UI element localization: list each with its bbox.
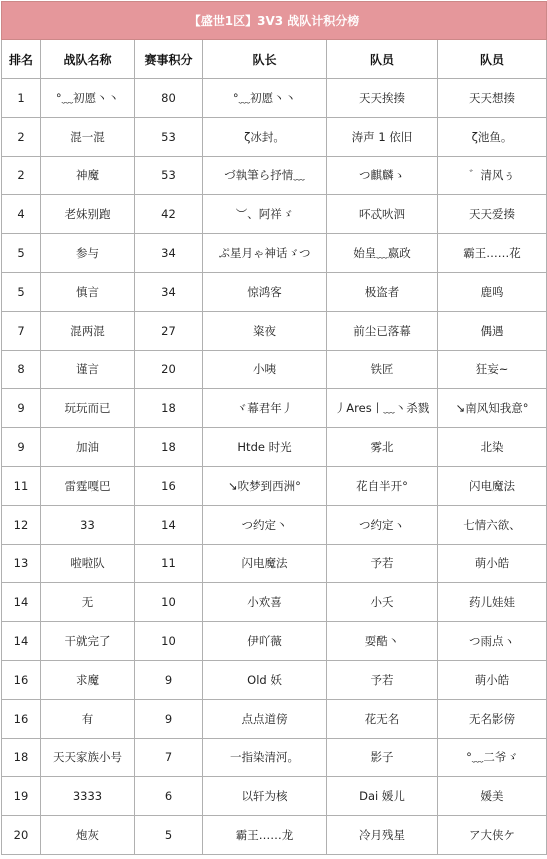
table-row	[2, 777, 547, 816]
table-row	[2, 738, 547, 777]
header-points: 赛事积分	[135, 40, 203, 79]
table-row	[2, 389, 547, 428]
team-name-cell: 混一混	[41, 117, 135, 156]
table-row	[2, 428, 547, 467]
points-cell: 10	[135, 622, 203, 661]
points-cell: 80	[135, 79, 203, 118]
table-title: 【盛世1区】3V3 战队计积分榜	[2, 2, 547, 40]
points-cell: 18	[135, 389, 203, 428]
points-cell: 27	[135, 311, 203, 350]
member-cell: 药儿娃娃	[438, 583, 547, 622]
team-name-cell: 加油	[41, 428, 135, 467]
table-row	[2, 660, 547, 699]
captain-cell: 以轩为核	[203, 777, 327, 816]
table-row	[2, 505, 547, 544]
member-cell: Dai 媛儿	[327, 777, 438, 816]
member-cell: 小夭	[327, 583, 438, 622]
captain-cell: ↘吹梦到西洲°	[203, 466, 327, 505]
member-cell: 予若	[327, 660, 438, 699]
captain-cell: 惊鸿客	[203, 272, 327, 311]
rank-cell: 20	[2, 816, 41, 855]
member-cell: 天天想揍	[438, 79, 547, 118]
header-rank: 排名	[2, 40, 41, 79]
header-row	[2, 40, 547, 79]
points-cell: 53	[135, 117, 203, 156]
table-row	[2, 156, 547, 195]
rank-cell: 16	[2, 660, 41, 699]
member-cell: 狂妄~	[438, 350, 547, 389]
member-cell: 极盗者	[327, 272, 438, 311]
captain-cell: 闪电魔法	[203, 544, 327, 583]
rank-cell: 7	[2, 311, 41, 350]
member-cell: ζ池鱼。	[438, 117, 547, 156]
table-row	[2, 816, 547, 855]
points-cell: 11	[135, 544, 203, 583]
table-row	[2, 350, 547, 389]
rank-cell: 4	[2, 195, 41, 234]
table-row	[2, 234, 547, 273]
member-cell: 天天爱揍	[438, 195, 547, 234]
team-name-cell: 天天家族小号	[41, 738, 135, 777]
member-cell: 花无名	[327, 699, 438, 738]
rank-cell: 16	[2, 699, 41, 738]
team-name-cell: 3333	[41, 777, 135, 816]
member-cell: 丿Ares丨﹏丶杀戮	[327, 389, 438, 428]
member-cell: ↘南风知我意°	[438, 389, 547, 428]
points-cell: 34	[135, 272, 203, 311]
team-name-cell: 无	[41, 583, 135, 622]
rank-cell: 5	[2, 234, 41, 273]
member-cell: 天天挨揍	[327, 79, 438, 118]
rank-cell: 8	[2, 350, 41, 389]
member-cell: 偶遇	[438, 311, 547, 350]
points-cell: 53	[135, 156, 203, 195]
captain-cell: Htde 时光	[203, 428, 327, 467]
member-cell: 吥忒吙泗	[327, 195, 438, 234]
member-cell: つ雨点ヽ	[438, 622, 547, 661]
member-cell: 冷月残星	[327, 816, 438, 855]
member-cell: 无名影傍	[438, 699, 547, 738]
member-cell: °﹏二爷ゞ	[438, 738, 547, 777]
points-cell: 9	[135, 699, 203, 738]
member-cell: ア大侠ケ	[438, 816, 547, 855]
team-name-cell: 混两混	[41, 311, 135, 350]
team-name-cell: 谨言	[41, 350, 135, 389]
rank-cell: 2	[2, 117, 41, 156]
team-name-cell: 干就完了	[41, 622, 135, 661]
captain-cell: 伊吖薇	[203, 622, 327, 661]
table-row	[2, 195, 547, 234]
table-row	[2, 544, 547, 583]
points-cell: 18	[135, 428, 203, 467]
member-cell: 前尘已落幕	[327, 311, 438, 350]
points-cell: 6	[135, 777, 203, 816]
member-cell: 鹿鸣	[438, 272, 547, 311]
member-cell: つ麒麟ゝ	[327, 156, 438, 195]
captain-cell: 小咦	[203, 350, 327, 389]
team-name-cell: 玩玩而已	[41, 389, 135, 428]
captain-cell: づ執筆ら抒情﹏	[203, 156, 327, 195]
table-row	[2, 79, 547, 118]
member-cell: つ约定ヽ	[327, 505, 438, 544]
member-cell: 铁匠	[327, 350, 438, 389]
scoreboard-table	[1, 1, 547, 855]
member-cell: 予若	[327, 544, 438, 583]
rank-cell: 19	[2, 777, 41, 816]
points-cell: 10	[135, 583, 203, 622]
member-cell: 七情六欲、	[438, 505, 547, 544]
rank-cell: 2	[2, 156, 41, 195]
table-row	[2, 622, 547, 661]
captain-cell: 小欢喜	[203, 583, 327, 622]
scoreboard	[1, 1, 546, 855]
member-cell: ゛清风ぅ	[438, 156, 547, 195]
captain-cell: 霸王……龙	[203, 816, 327, 855]
points-cell: 16	[135, 466, 203, 505]
captain-cell: ぷ星月ゃ神话ゞつ	[203, 234, 327, 273]
team-name-cell: 33	[41, 505, 135, 544]
header-member-2: 队员	[438, 40, 547, 79]
team-name-cell: 神魔	[41, 156, 135, 195]
header-captain: 队长	[203, 40, 327, 79]
member-cell: 北染	[438, 428, 547, 467]
captain-cell: ︶、阿祥ゞ	[203, 195, 327, 234]
member-cell: 萌小皓	[438, 660, 547, 699]
points-cell: 20	[135, 350, 203, 389]
team-name-cell: 啦啦队	[41, 544, 135, 583]
member-cell: 涛声 1 依旧	[327, 117, 438, 156]
team-name-cell: 参与	[41, 234, 135, 273]
team-name-cell: 有	[41, 699, 135, 738]
rank-cell: 14	[2, 583, 41, 622]
member-cell: 始皇﹏嬴政	[327, 234, 438, 273]
rank-cell: 14	[2, 622, 41, 661]
team-name-cell: 雷霆嘎巴	[41, 466, 135, 505]
rank-cell: 12	[2, 505, 41, 544]
table-row	[2, 583, 547, 622]
rank-cell: 9	[2, 428, 41, 467]
table-body	[2, 79, 547, 855]
header-team-name: 战队名称	[41, 40, 135, 79]
table-row	[2, 699, 547, 738]
rank-cell: 11	[2, 466, 41, 505]
member-cell: 霸王……花	[438, 234, 547, 273]
table-row	[2, 272, 547, 311]
points-cell: 9	[135, 660, 203, 699]
points-cell: 7	[135, 738, 203, 777]
team-name-cell: 求魔	[41, 660, 135, 699]
member-cell: 媛美	[438, 777, 547, 816]
captain-cell: つ约定丶	[203, 505, 327, 544]
points-cell: 42	[135, 195, 203, 234]
rank-cell: 9	[2, 389, 41, 428]
rank-cell: 13	[2, 544, 41, 583]
header-member-1: 队员	[327, 40, 438, 79]
member-cell: 影子	[327, 738, 438, 777]
captain-cell: ヾ幕君年丿	[203, 389, 327, 428]
captain-cell: 粢夜	[203, 311, 327, 350]
captain-cell: 点点道傍	[203, 699, 327, 738]
captain-cell: ζ冰封。	[203, 117, 327, 156]
points-cell: 14	[135, 505, 203, 544]
member-cell: 闪电魔法	[438, 466, 547, 505]
table-row	[2, 311, 547, 350]
captain-cell: °﹏初愿丶丶	[203, 79, 327, 118]
points-cell: 5	[135, 816, 203, 855]
team-name-cell: 慎言	[41, 272, 135, 311]
team-name-cell: 炮灰	[41, 816, 135, 855]
table-row	[2, 117, 547, 156]
table-row	[2, 466, 547, 505]
member-cell: 雾北	[327, 428, 438, 467]
rank-cell: 1	[2, 79, 41, 118]
team-name-cell: °﹏初愿丶丶	[41, 79, 135, 118]
team-name-cell: 老妹别跑	[41, 195, 135, 234]
rank-cell: 5	[2, 272, 41, 311]
captain-cell: 一指染清河。	[203, 738, 327, 777]
member-cell: 花自半开°	[327, 466, 438, 505]
member-cell: 萌小皓	[438, 544, 547, 583]
rank-cell: 18	[2, 738, 41, 777]
member-cell: 耍酷丶	[327, 622, 438, 661]
points-cell: 34	[135, 234, 203, 273]
captain-cell: Old 妖	[203, 660, 327, 699]
